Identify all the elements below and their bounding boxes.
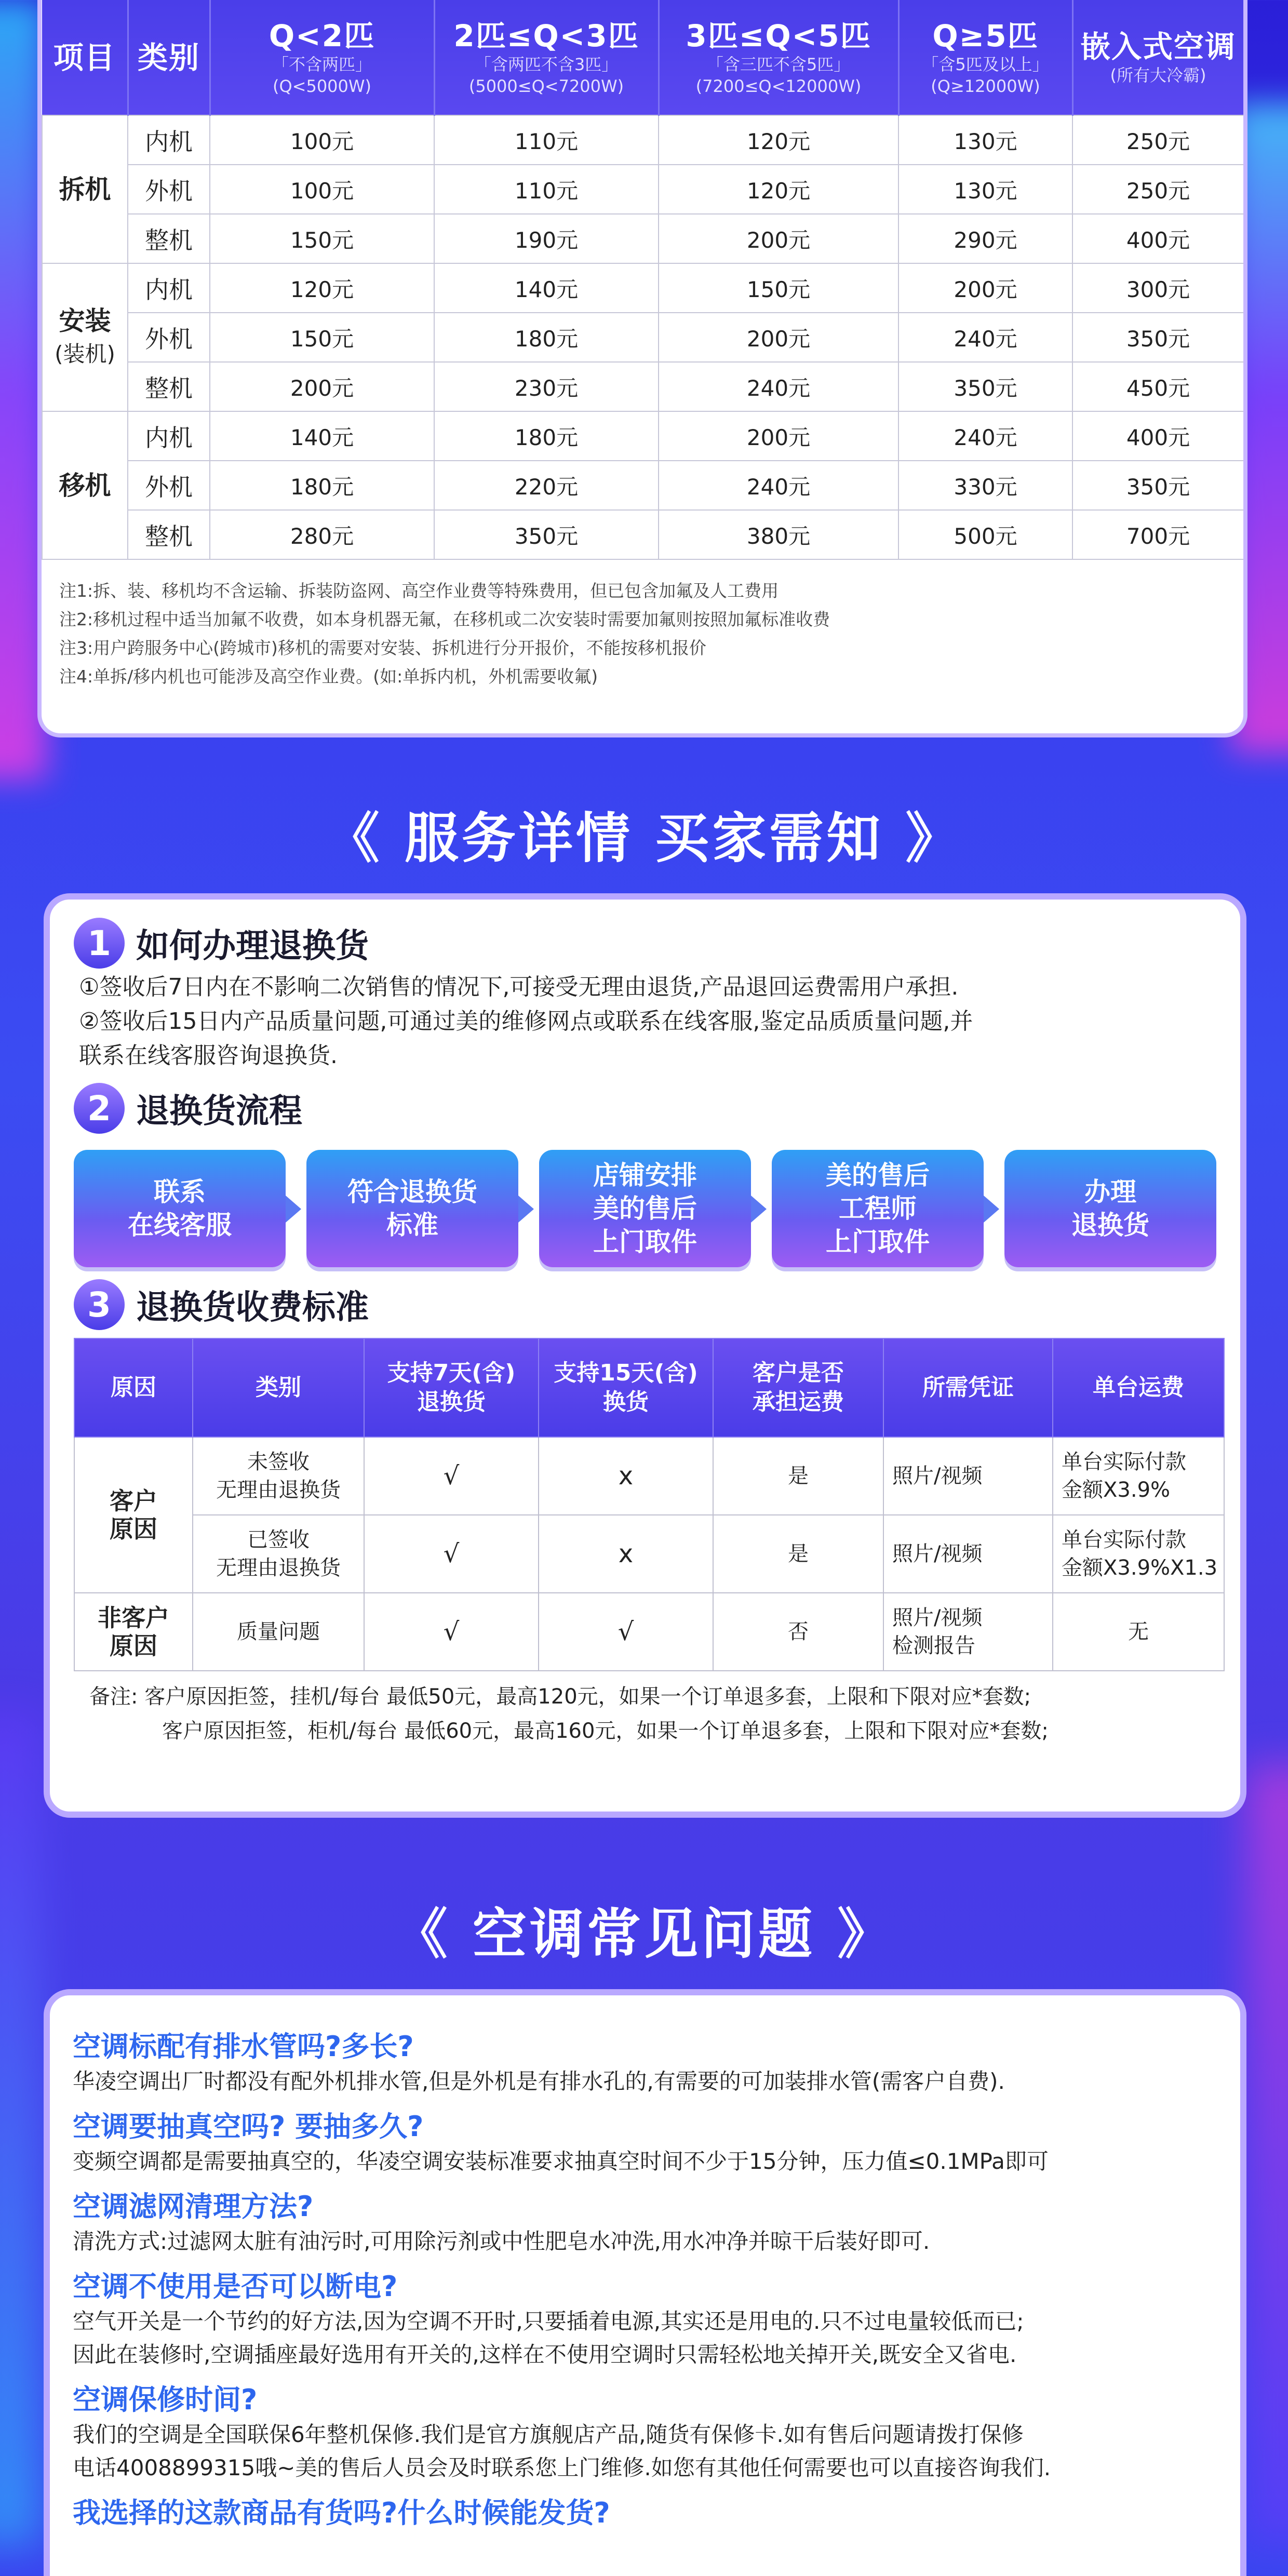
- header-line: 所需凭证: [922, 1374, 1014, 1401]
- install-fee-table: [42, 0, 1245, 560]
- flow-step-line: 工程师: [839, 1193, 917, 1224]
- return-category: [193, 1515, 364, 1593]
- return-d7: √: [364, 1593, 539, 1671]
- category-line: 无理由退换货: [216, 1556, 341, 1580]
- flow-step-line: 上门取件: [593, 1227, 697, 1257]
- return-fee-header: [1053, 1338, 1224, 1437]
- fee-price-cell: 250元: [1072, 165, 1244, 214]
- category-line: 质量问题: [237, 1620, 320, 1644]
- faq-question[interactable]: 空调保修时间?: [73, 2383, 258, 2416]
- reason-line: 非客户: [98, 1604, 169, 1632]
- fee-group-name: 拆机: [59, 174, 111, 205]
- return-line: ②签收后15日内产品质量问题,可通过美的维修网点或联系在线客服,鉴定品质质量问题,并: [79, 1008, 973, 1035]
- header-line: 退换货: [417, 1389, 486, 1415]
- return-fee-header: [713, 1338, 883, 1437]
- faq-question[interactable]: 空调要抽真空吗? 要抽多久?: [73, 2110, 424, 2143]
- fee-price-cell: 180元: [210, 461, 434, 510]
- fee-price-cell: 240元: [659, 362, 898, 411]
- fee-price-cell: 300元: [1072, 263, 1244, 313]
- fee-price-cell: 240元: [898, 411, 1072, 461]
- faq-question[interactable]: 空调滤网清理方法?: [73, 2190, 314, 2223]
- fee-price-cell: 400元: [1072, 411, 1244, 461]
- fee-row: [42, 313, 1244, 362]
- fee-price-cell: 240元: [898, 313, 1072, 362]
- flow-step-line: 办理: [1084, 1177, 1136, 1207]
- fee-group-label: [42, 411, 128, 559]
- category-line: 未签收: [247, 1450, 310, 1474]
- return-d15: √: [539, 1593, 713, 1671]
- fee-price-cell: 230元: [434, 362, 659, 411]
- step-number-badge: 1: [74, 918, 125, 969]
- fee-price-cell: 140元: [210, 411, 434, 461]
- header-category: 类别: [128, 0, 210, 115]
- service-card: [44, 893, 1246, 1818]
- fee-table-body: [42, 115, 1244, 559]
- fee-price-cell: 180元: [434, 411, 659, 461]
- fee-price-cell: 130元: [898, 165, 1072, 214]
- fee-unit-type: 整机: [128, 362, 210, 411]
- category-line: 已签收: [247, 1528, 310, 1552]
- category-line: 无理由退换货: [216, 1478, 341, 1502]
- flow-step-line: 在线客服: [128, 1210, 232, 1240]
- return-proof: [883, 1593, 1053, 1671]
- return-howto-text: [74, 970, 1216, 1073]
- fee-row: [42, 115, 1244, 165]
- header-col-embedded: 嵌入式空调 (所有大冷霸): [1072, 0, 1244, 115]
- return-proof: [883, 1437, 1053, 1515]
- fee-price-cell: 120元: [659, 115, 898, 165]
- flow-step: [1004, 1150, 1216, 1267]
- faq-answer: [73, 2225, 1217, 2258]
- header-line: 客户是否: [753, 1360, 844, 1386]
- flow-step: [74, 1150, 286, 1267]
- flow-step-line: 美的售后: [826, 1160, 930, 1190]
- return-reason: [74, 1437, 193, 1593]
- fee-line: 单台实际付款: [1062, 1528, 1186, 1552]
- header-col-3to5: 3匹≤Q<5匹 「含三匹不含5匹」 (7200≤Q<12000W): [659, 0, 898, 115]
- fee-row: [42, 510, 1244, 559]
- fee-unit-type: 外机: [128, 461, 210, 510]
- return-pay: 否: [713, 1593, 883, 1671]
- fee-line: 无: [1128, 1620, 1149, 1644]
- reason-line: 原因: [110, 1515, 157, 1543]
- flow-step: [772, 1150, 984, 1267]
- fee-group-label: [42, 263, 128, 411]
- fee-price-cell: 280元: [210, 510, 434, 559]
- return-fee-table: [74, 1338, 1225, 1671]
- return-fee: [1053, 1593, 1224, 1671]
- fee-price-cell: 330元: [898, 461, 1072, 510]
- header-item: 项目: [42, 0, 128, 115]
- fee-row: [42, 461, 1244, 510]
- proof-line: 照片/视频: [892, 1542, 983, 1566]
- return-remarks: [74, 1680, 1216, 1748]
- return-fee-title: 退换货收费标准: [136, 1289, 369, 1327]
- fee-price-cell: 380元: [659, 510, 898, 559]
- faq-answer-line: 变频空调都是需要抽真空的，华凌空调安装标准要求抽真空时间不少于15分钟，压力值≤0.1MPa即可: [73, 2149, 1049, 2174]
- fee-price-cell: 110元: [434, 165, 659, 214]
- proof-line: 照片/视频: [892, 1606, 983, 1630]
- fee-row: [42, 411, 1244, 461]
- fee-group-label: [42, 115, 128, 263]
- reason-line: 原因: [110, 1632, 157, 1660]
- header-line: 承担运费: [753, 1389, 844, 1415]
- fee-group-name: 移机: [59, 470, 111, 501]
- return-fee-header: [883, 1338, 1053, 1437]
- faq-answer-line: 电话4008899315哦~美的售后人员会及时联系您上门维修.如您有其他任何需要也可以直接咨询我们.: [73, 2455, 1051, 2480]
- return-fee-header: [539, 1338, 713, 1437]
- fee-table-header-row: [42, 0, 1244, 115]
- flow-step-line: 美的售后: [593, 1193, 697, 1224]
- return-fee-header-row: [74, 1338, 1224, 1437]
- return-flow-title: 退换货流程: [136, 1092, 302, 1131]
- flow-step-line: 上门取件: [826, 1227, 930, 1257]
- flow-step-line: 符合退换货: [347, 1177, 477, 1207]
- faq-answer: [73, 2418, 1217, 2485]
- faq-question[interactable]: 空调不使用是否可以断电?: [73, 2270, 398, 2303]
- header-col-2to3: 2匹≤Q<3匹 「含两匹不含3匹」 (5000≤Q<7200W): [434, 0, 659, 115]
- fee-price-cell: 200元: [659, 411, 898, 461]
- faq-answer: [73, 2305, 1217, 2371]
- return-d7: √: [364, 1437, 539, 1515]
- return-fee-header: [364, 1338, 539, 1437]
- header-line: 换货: [603, 1389, 649, 1415]
- install-fee-card: [37, 0, 1247, 737]
- faq-answer: [73, 2145, 1217, 2178]
- fee-price-cell: 240元: [659, 461, 898, 510]
- fee-price-cell: 200元: [898, 263, 1072, 313]
- return-fee-row: [74, 1437, 1224, 1515]
- fee-unit-type: 外机: [128, 313, 210, 362]
- fee-price-cell: 120元: [210, 263, 434, 313]
- fee-unit-type: 内机: [128, 263, 210, 313]
- fee-price-cell: 350元: [1072, 313, 1244, 362]
- faq-answer-line: 华凌空调出厂时都没有配外机排水管,但是外机是有排水孔的,有需要的可加装排水管(需客户自费).: [73, 2069, 1005, 2094]
- return-howto-heading: [74, 916, 1216, 970]
- return-fee-row: [74, 1593, 1224, 1671]
- fee-note: 注4:单拆/移内机也可能涉及高空作业费。(如:单拆内机，外机需要收氟): [59, 666, 598, 687]
- return-category: [193, 1593, 364, 1671]
- header-line: 原因: [111, 1374, 156, 1401]
- step-number-badge: 3: [74, 1279, 125, 1330]
- return-line: 联系在线客服咨询退换货.: [79, 1042, 338, 1069]
- flow-step-line: 联系: [154, 1177, 206, 1207]
- fee-price-cell: 150元: [210, 313, 434, 362]
- return-category: [193, 1437, 364, 1515]
- fee-price-cell: 290元: [898, 214, 1072, 263]
- step-number-badge: 2: [74, 1083, 125, 1134]
- faq-answer: [73, 2065, 1217, 2098]
- fee-unit-type: 内机: [128, 411, 210, 461]
- header-col-lt2: Q<2匹 「不含两匹」 (Q<5000W): [210, 0, 434, 115]
- fee-price-cell: 400元: [1072, 214, 1244, 263]
- header-col-ge5: Q≥5匹 「含5匹及以上」 (Q≥12000W): [898, 0, 1072, 115]
- fee-price-cell: 450元: [1072, 362, 1244, 411]
- faq-answer-line: 因此在装修时,空调插座最好选用有开关的,这样在不使用空调时只需轻松地关掉开关,既安全又省电.: [73, 2342, 1017, 2367]
- fee-price-cell: 100元: [210, 165, 434, 214]
- fee-price-cell: 120元: [659, 165, 898, 214]
- service-section-title: 《 服务详情 买家需知 》: [325, 807, 963, 870]
- return-fee-heading: [74, 1278, 1216, 1332]
- fee-price-cell: 350元: [898, 362, 1072, 411]
- fee-price-cell: 250元: [1072, 115, 1244, 165]
- fee-price-cell: 350元: [434, 510, 659, 559]
- return-d15: x: [539, 1515, 713, 1593]
- return-fee-header: [193, 1338, 364, 1437]
- flow-step: [539, 1150, 751, 1267]
- fee-unit-type: 整机: [128, 510, 210, 559]
- fee-line: 金额X3.9%X1.3: [1062, 1556, 1218, 1580]
- return-flow-heading: [74, 1081, 1216, 1135]
- fee-note: 注3:用户跨服务中心(跨城市)移机的需要对安装、拆机进行分开报价，不能按移机报价: [59, 638, 706, 658]
- fee-unit-type: 外机: [128, 165, 210, 214]
- return-line: ①签收后7日内在不影响二次销售的情况下,可接受无理由退货,产品退回运费需用户承担.: [79, 974, 959, 1000]
- fee-price-cell: 200元: [659, 313, 898, 362]
- header-line: 支持15天(含): [554, 1360, 698, 1386]
- fee-group-name: 安装: [59, 305, 111, 336]
- return-fee: [1053, 1515, 1224, 1593]
- fee-price-cell: 150元: [659, 263, 898, 313]
- fee-price-cell: 200元: [210, 362, 434, 411]
- return-pay: 是: [713, 1437, 883, 1515]
- reason-line: 客户: [110, 1487, 157, 1515]
- fee-price-cell: 190元: [434, 214, 659, 263]
- fee-price-cell: 110元: [434, 115, 659, 165]
- flow-step-line: 店铺安排: [593, 1160, 697, 1190]
- fee-unit-type: 内机: [128, 115, 210, 165]
- header-line: 支持7天(含): [387, 1360, 516, 1386]
- return-d15: x: [539, 1437, 713, 1515]
- return-pay: 是: [713, 1515, 883, 1593]
- faq-answer-line: 清洗方式:过滤网太脏有油污时,可用除污剂或中性肥皂水冲洗,用水冲净并晾干后装好即可.: [73, 2229, 930, 2254]
- remark-line: 备注: 客户原因拒签，挂机/每台 最低50元，最高120元，如果一个订单退多套，上限和下限对应*套数;: [89, 1685, 1031, 1709]
- fee-line: 单台实际付款: [1062, 1450, 1186, 1474]
- fee-group-name-sub: (装机): [55, 341, 115, 367]
- fee-note: 注2:移机过程中适当加氟不收费，如本身机器无氟，在移机或二次安装时需要加氟则按照加氟标准收费: [59, 609, 830, 629]
- return-fee-header: [74, 1338, 193, 1437]
- return-howto-title: 如何办理退换货: [136, 927, 369, 965]
- fee-row: [42, 362, 1244, 411]
- fee-price-cell: 150元: [210, 214, 434, 263]
- faq-answer-line: 空气开关是一个节约的好方法,因为空调不开时,只要插着电源,其实还是用电的.只不过电量较低而已;: [73, 2309, 1024, 2334]
- decor-glow-left-lower: [0, 1714, 42, 2545]
- remark-line: 客户原因拒签，柜机/每台 最低60元，最高160元，如果一个订单退多套，上限和下限对应*套数;: [162, 1719, 1049, 1743]
- fee-unit-type: 整机: [128, 214, 210, 263]
- fee-price-cell: 100元: [210, 115, 434, 165]
- fee-price-cell: 500元: [898, 510, 1072, 559]
- proof-line: 检测报告: [892, 1634, 975, 1658]
- flow-step-line: 退换货: [1071, 1210, 1149, 1240]
- fee-price-cell: 140元: [434, 263, 659, 313]
- fee-price-cell: 350元: [1072, 461, 1244, 510]
- flow-step: [306, 1150, 518, 1267]
- fee-line: 金额X3.9%: [1062, 1478, 1171, 1502]
- return-flow: [74, 1150, 1216, 1267]
- faq-section-title: 《 空调常见问题 》: [393, 1902, 895, 1966]
- return-fee: [1053, 1437, 1224, 1515]
- fee-price-cell: 220元: [434, 461, 659, 510]
- fee-price-cell: 200元: [659, 214, 898, 263]
- fee-notes: [42, 560, 1243, 691]
- return-fee-row: [74, 1515, 1224, 1593]
- fee-row: [42, 214, 1244, 263]
- faq-answer-line: 我们的空调是全国联保6年整机保修.我们是官方旗舰店产品,随货有保修卡.如有售后问题请拨打保修: [73, 2422, 1024, 2447]
- fee-row: [42, 263, 1244, 313]
- return-reason: [74, 1593, 193, 1671]
- fee-note: 注1:拆、装、移机均不含运输、拆装防盗网、高空作业费等特殊费用，但已包含加氟及人工费用: [59, 581, 779, 601]
- flow-step-line: 标准: [386, 1210, 438, 1240]
- fee-price-cell: 130元: [898, 115, 1072, 165]
- fee-price-cell: 180元: [434, 313, 659, 362]
- header-line: 类别: [256, 1374, 301, 1401]
- header-line: 单台运费: [1093, 1374, 1184, 1401]
- return-fee-body: [74, 1437, 1224, 1671]
- fee-row: [42, 165, 1244, 214]
- return-proof: [883, 1515, 1053, 1593]
- proof-line: 照片/视频: [892, 1464, 983, 1488]
- faq-question[interactable]: 我选择的这款商品有货吗?什么时候能发货?: [73, 2497, 610, 2529]
- faq-question[interactable]: 空调标配有排水管吗?多长?: [73, 2030, 414, 2063]
- fee-price-cell: 700元: [1072, 510, 1244, 559]
- return-d7: √: [364, 1515, 539, 1593]
- faq-card: [44, 1989, 1246, 2576]
- decor-glow-right-lower: [1246, 1766, 1288, 2545]
